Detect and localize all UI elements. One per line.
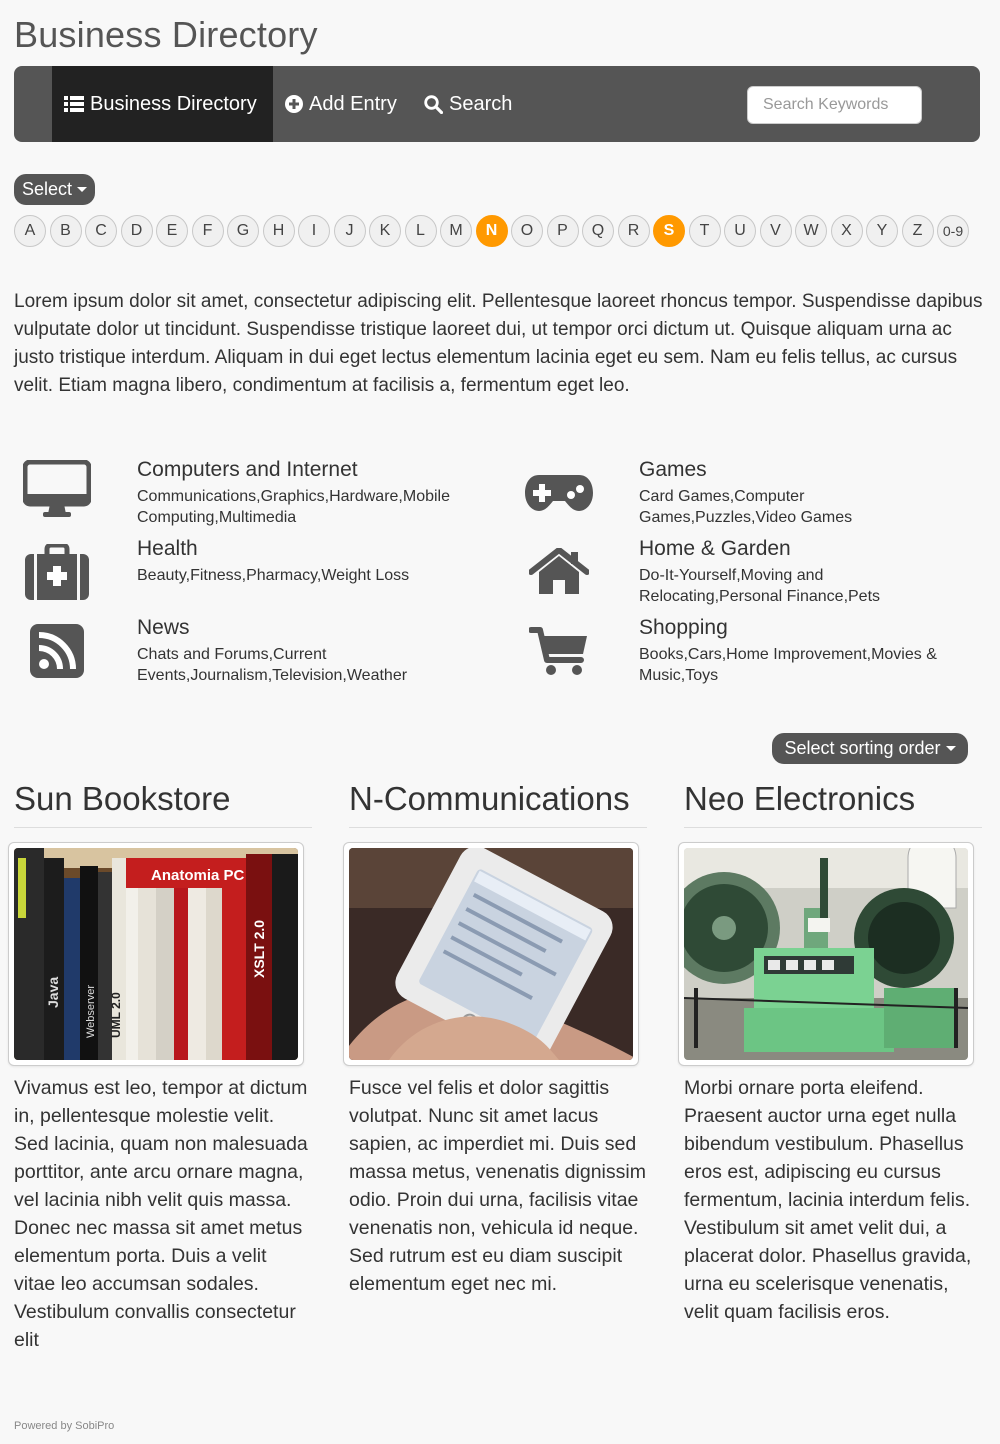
alpha-letter-s[interactable]: S <box>653 215 685 247</box>
category-subcategories[interactable]: Do-It-Yourself,Moving and Relocating,Personal Finance,Pets <box>639 567 881 605</box>
entry-title[interactable]: Neo Electronics <box>684 778 982 828</box>
alpha-letter-p[interactable]: P <box>547 215 579 247</box>
plus-circle-icon <box>285 95 303 113</box>
alpha-letter-o[interactable]: O <box>511 215 543 247</box>
entry-card <box>684 778 982 1323</box>
nav-search[interactable] <box>424 66 512 142</box>
select-dropdown-label: Select <box>22 179 73 199</box>
entry-card <box>14 778 312 1351</box>
desktop-icon <box>12 455 102 525</box>
alpha-letter-k[interactable]: K <box>369 215 401 247</box>
nav-business-directory-label: Business Directory <box>90 92 257 115</box>
nav-business-directory[interactable] <box>52 66 273 142</box>
entry-title[interactable]: Sun Bookstore <box>14 778 312 828</box>
nav-search-label: Search <box>449 92 513 115</box>
alpha-letter-i[interactable]: I <box>298 215 330 247</box>
category-title[interactable]: Computers and Internet <box>137 458 358 481</box>
alpha-letter-q[interactable]: Q <box>582 215 614 247</box>
entry-thumbnail[interactable] <box>8 842 304 1066</box>
category-title[interactable]: Shopping <box>639 616 728 639</box>
alpha-letter-f[interactable]: F <box>192 215 224 247</box>
search-icon <box>424 95 443 114</box>
select-dropdown-button[interactable] <box>14 174 95 205</box>
alpha-letter-a[interactable]: A <box>14 215 46 247</box>
medkit-icon <box>12 537 102 607</box>
powered-by-link[interactable]: Powered by SobiPro <box>14 1420 115 1432</box>
machinery-image <box>684 848 968 1060</box>
alpha-letter-e[interactable]: E <box>156 215 188 247</box>
alpha-letter-t[interactable]: T <box>689 215 721 247</box>
nav-add-entry[interactable] <box>285 66 397 142</box>
entry-thumbnail[interactable] <box>343 842 639 1066</box>
books-image <box>14 848 298 1060</box>
category-subcategories[interactable]: Communications,Graphics,Hardware,Mobile Computing,Multimedia <box>137 488 451 526</box>
intro-text: Lorem ipsum dolor sit amet, consectetur adipiscing elit. Pellentesque laoreet rhoncus tempor. Suspendisse dapibus vulputate dolor ut tincidunt. Suspendisse tristique laoreet dui, ut tempor orci dictum ut. Quisque aliquam urna ac justo tristique interdum. Aliquam in dui eget lectus elementum lacinia eget eu sem. Nam eu felis tellus, ac cursus velit. Etiam magna libero, condimentum at facilisis a, fermentum eget leo. <box>14 291 983 396</box>
nav-add-entry-label: Add Entry <box>309 92 397 115</box>
alpha-letter-g[interactable]: G <box>227 215 259 247</box>
alpha-letter-y[interactable]: Y <box>866 215 898 247</box>
alpha-letter-u[interactable]: U <box>724 215 756 247</box>
book-spine-label: XSLT 2.0 <box>251 919 267 978</box>
alpha-letter-r[interactable]: R <box>618 215 650 247</box>
rss-icon <box>12 616 102 686</box>
alpha-letter-c[interactable]: C <box>85 215 117 247</box>
page-title: Business Directory <box>14 14 318 55</box>
navbar <box>14 66 980 142</box>
alpha-letter-w[interactable]: W <box>795 215 827 247</box>
entry-description: Vivamus est leo, tempor at dictum in, pellentesque molestie velit. Sed lacinia, quam non malesuada porttitor, ante arcu ornare magna, vel lacinia nibh velit quis massa. Donec nec massa sit amet metus elementum porta. Duis a velit vitae leo accumsan sodales. Vestibulum convallis consectetur elit <box>14 1077 308 1351</box>
category-subcategories[interactable]: Chats and Forums,Current Events,Journalism,Television,Weather <box>137 646 408 684</box>
category-subcategories[interactable]: Books,Cars,Home Improvement,Movies & Music,Toys <box>639 646 937 684</box>
book-spine-label: UML 2.0 <box>109 992 123 1038</box>
entry-title[interactable]: N-Communications <box>349 778 647 828</box>
book-spine-label: Anatomia PC <box>151 867 245 884</box>
alpha-letter-0-9[interactable]: 0-9 <box>937 215 969 247</box>
alpha-letter-d[interactable]: D <box>121 215 153 247</box>
cart-icon <box>514 616 604 686</box>
entry-description: Morbi ornare porta eleifend. Praesent auctor urna eget nulla bibendum vestibulum. Phasellus eros est, adipiscing eu cursus fermentum, lacinia interdum felis. Vestibulum sit amet velit dui, a placerat dolor. Phasellus gravida, urna eu scelerisque venenatis, velit quam facilisis eros. <box>684 1077 972 1323</box>
entry-card <box>349 778 647 1295</box>
alpha-letter-z[interactable]: Z <box>902 215 934 247</box>
smartphone-image <box>349 848 633 1060</box>
category-subcategories[interactable]: Beauty,Fitness,Pharmacy,Weight Loss <box>137 567 410 584</box>
book-spine-label: Webserver <box>85 985 97 1038</box>
category-title[interactable]: News <box>137 616 190 639</box>
alpha-letter-m[interactable]: M <box>440 215 472 247</box>
search-keywords-input[interactable] <box>747 86 922 124</box>
alpha-letter-j[interactable]: J <box>334 215 366 247</box>
alpha-letter-n[interactable]: N <box>476 215 508 247</box>
category-subcategories[interactable]: Card Games,Computer Games,Puzzles,Video Games <box>639 488 853 526</box>
caret-down-icon <box>77 187 87 192</box>
alpha-letter-x[interactable]: X <box>831 215 863 247</box>
entry-thumbnail[interactable] <box>678 842 974 1066</box>
entry-description: Fusce vel felis et dolor sagittis volutpat. Nunc sit amet lacus sapien, ac imperdiet mi. Duis sed massa metus, venenatis dignissim odio. Proin dui urna, facilisis vitae venenatis non, vehicula id neque. Sed rutrum est eu diam suscipit elementum eget nec mi. <box>349 1077 646 1295</box>
caret-down-icon <box>946 746 956 751</box>
alpha-letter-v[interactable]: V <box>760 215 792 247</box>
category-title[interactable]: Games <box>639 458 707 481</box>
sorting-order-dropdown[interactable] <box>772 733 968 764</box>
category-title[interactable]: Health <box>137 537 198 560</box>
category-title[interactable]: Home & Garden <box>639 537 791 560</box>
gamepad-icon <box>514 458 604 528</box>
book-spine-label: Java <box>45 976 61 1008</box>
sorting-order-label: Select sorting order <box>784 738 941 758</box>
list-icon <box>64 96 84 112</box>
alpha-letter-b[interactable]: B <box>50 215 82 247</box>
alpha-letter-h[interactable]: H <box>263 215 295 247</box>
home-icon <box>514 537 604 607</box>
alpha-letter-l[interactable]: L <box>405 215 437 247</box>
